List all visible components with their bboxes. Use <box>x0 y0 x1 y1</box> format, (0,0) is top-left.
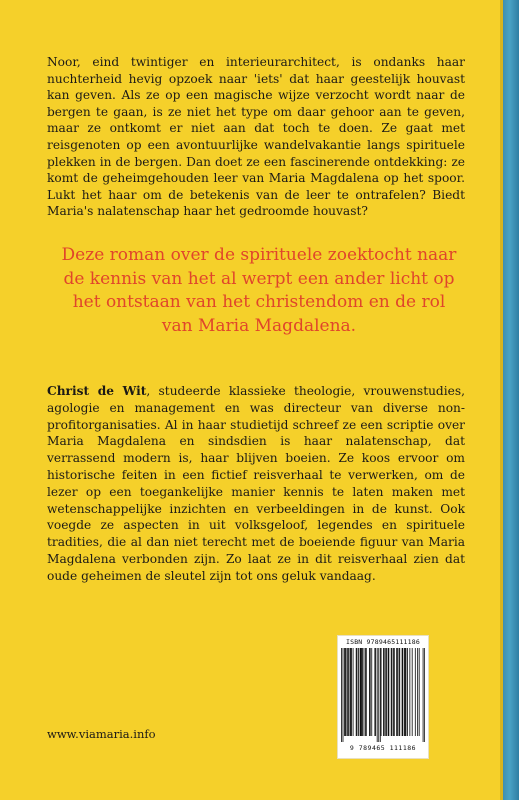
barcode-bar <box>383 648 384 736</box>
barcode-bars <box>341 648 425 742</box>
barcode-bar <box>343 648 344 742</box>
barcode-bar <box>386 648 387 736</box>
barcode-bar <box>424 648 425 742</box>
barcode-bar <box>423 648 424 742</box>
barcode-bar <box>392 648 393 736</box>
barcode-bar <box>345 648 346 736</box>
barcode-bar <box>404 648 405 736</box>
barcode-bar <box>394 648 395 736</box>
barcode-bar <box>370 648 371 736</box>
barcode-bar <box>384 648 385 736</box>
barcode-bar <box>378 648 379 742</box>
author-name: Christ de Wit <box>47 384 147 398</box>
barcode-bar <box>344 648 345 736</box>
barcode-bar <box>341 648 342 742</box>
barcode-bar <box>371 648 372 736</box>
barcode-bar <box>364 648 365 736</box>
barcode-bar <box>374 648 375 736</box>
barcode-bar <box>360 648 361 736</box>
barcode-bar <box>356 648 357 736</box>
barcode-bar <box>357 648 358 736</box>
barcode-bar <box>388 648 389 736</box>
barcode-digits: 9 789465 111186 <box>349 744 417 752</box>
pull-quote: Deze roman over de spirituele zoektocht naar de kennis van het al werpt een ander licht op het ontstaan van het christendom en de rol van Maria Magdalena. <box>61 245 457 336</box>
barcode-bar <box>381 648 382 736</box>
author-bio-text: , studeerde klassieke theologie, vrouwenstudies, agologie en management en was directeur van diverse non-profitorganisaties. Al in haar studietijd schreef ze een scriptie over Maria Magdalena en sindsdien is haar nalatenschap, dat verrassend modern is, haar blijven boeien. Ze koos ervoor om historische feiten in een fictief reisverhaal te verwerken, om de lezer op een toegankelijke manier kennis te laten maken met wetenschappelijke inzichten en verbeeldingen in de kunst. Ook voegde ze aspecten in uit volksgeloof, legendes en spirituele tradities, die al dan niet terecht met de boeiende figuur van Maria Magdalena verbonden zijn. Zo laat ze in dit reisverhaal zien dat oude geheimen de sleutel zijn tot ons geluk vandaag. <box>47 384 465 583</box>
barcode-bar <box>348 648 349 736</box>
barcode-bar <box>351 648 352 736</box>
barcode-bar <box>412 648 413 736</box>
barcode-bar <box>417 648 418 736</box>
barcode-bar <box>397 648 398 736</box>
barcode-bar <box>399 648 400 736</box>
barcode-bar <box>360 648 361 736</box>
barcode-bar <box>399 648 400 736</box>
barcode-bar <box>347 648 348 736</box>
barcode-bar <box>361 648 362 736</box>
barcode-bar <box>362 648 363 736</box>
barcode-bar <box>393 648 394 736</box>
barcode-bar <box>369 648 370 736</box>
barcode-bar <box>385 648 386 736</box>
isbn-barcode <box>337 635 429 759</box>
barcode-bar <box>377 648 378 742</box>
blurb-text: Noor, eind twintiger en interieurarchitect, is ondanks haar nuchterheid hevig opzoek naar 'iets' dat haar geestelijk houvast kan geven. Als ze op een magische wijze verzocht wordt naar de bergen te gaan, is ze niet het type om daar gehoor aan te geven, maar ze ontkomt er niet aan dat toch te doen. Ze gaat met reisgenoten op een avontuurlijke wandelvakantie langs spirituele plekken in de bergen. Dan doet ze een fascinerende ontdekking: ze komt de geheimgehouden leer van Maria Magdalena op het spoor. Lukt het haar om de betekenis van de leer te ontrafelen? Biedt Maria's nalatenschap haar het gedroomde houvast? <box>47 55 465 219</box>
author-bio <box>47 383 465 585</box>
barcode-bar <box>353 648 354 736</box>
barcode-bar <box>380 648 381 742</box>
barcode-bar <box>366 648 367 736</box>
barcode-bar <box>365 648 366 736</box>
barcode-bar <box>402 648 403 736</box>
barcode-bar <box>409 648 410 736</box>
barcode-bar <box>375 648 376 736</box>
barcode-bar <box>346 648 347 736</box>
barcode-bar <box>415 648 416 736</box>
website-url: www.viamaria.info <box>47 727 156 741</box>
barcode-bar <box>350 648 351 736</box>
barcode-bar <box>391 648 392 736</box>
barcode-bar <box>406 648 407 736</box>
barcode-bar <box>419 648 420 736</box>
barcode-bar <box>388 648 389 736</box>
barcode-bar <box>350 648 351 736</box>
barcode-bar <box>358 648 359 736</box>
barcode-bar <box>407 648 408 736</box>
barcode-bar <box>405 648 406 736</box>
barcode-bar <box>402 648 403 736</box>
spine-edge <box>503 0 519 800</box>
barcode-bar <box>396 648 397 736</box>
isbn-label: ISBN 9789465111186 <box>345 638 421 646</box>
